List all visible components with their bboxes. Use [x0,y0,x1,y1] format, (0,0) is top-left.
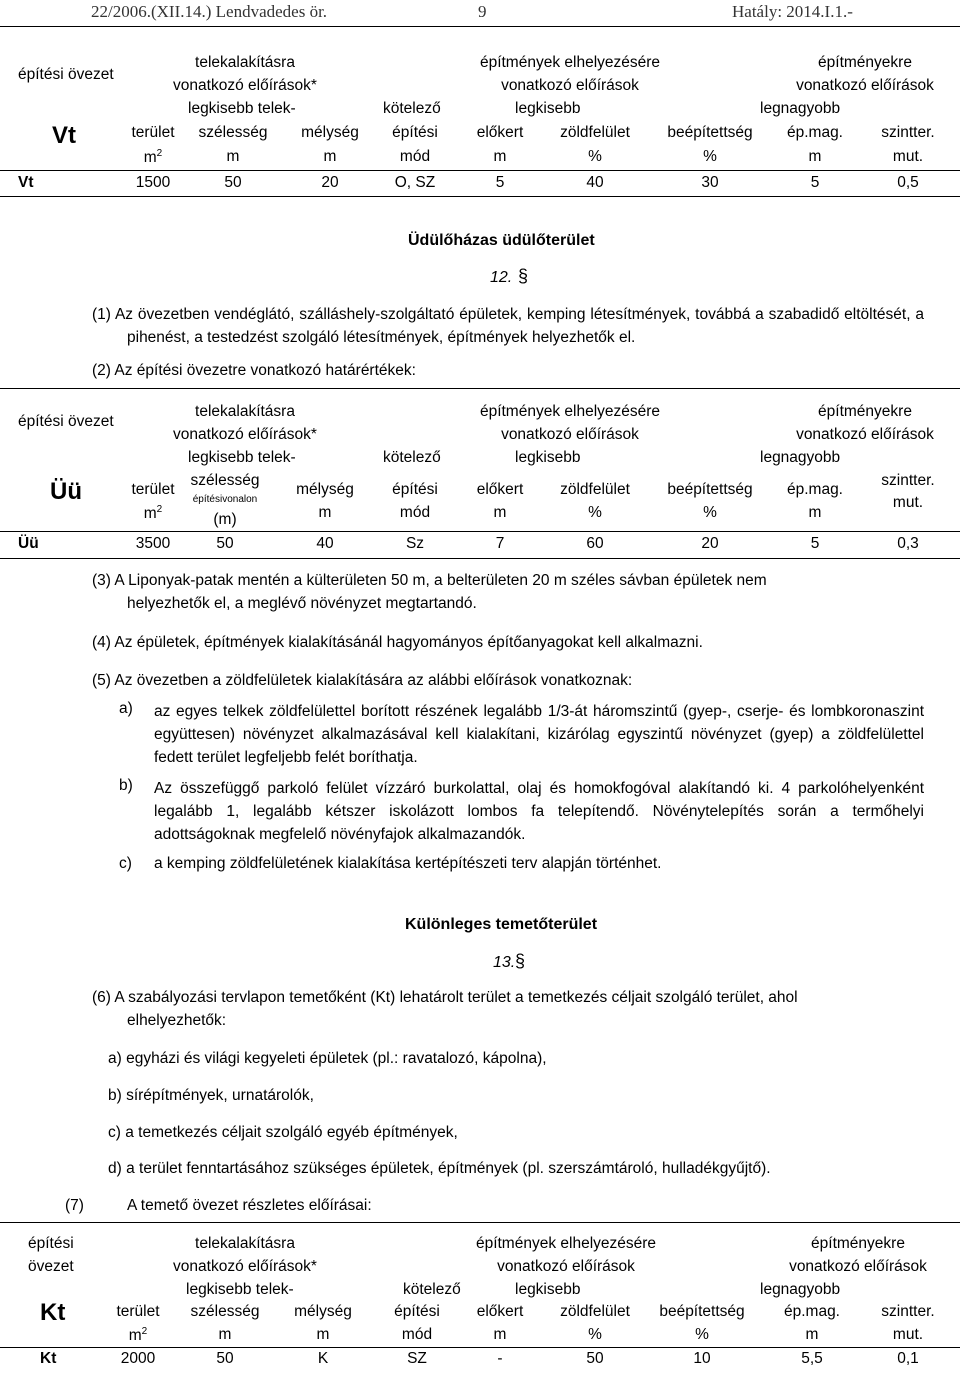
cell: O, SZ [394,174,436,191]
hdr-legkisebb-telek: legkisebb telek- [188,100,296,117]
col-szintter: szintter. [881,124,935,141]
paragraph-2: (2) Az építési övezetre vonatkozó határértékek: [92,362,416,379]
col-szelesseg: szélesség [198,124,268,141]
paragraph-5: (5) Az övezetben a zöldfelületek kialakítására az alábbi előírások vonatkoznak: [92,672,633,689]
cell: 7 [495,535,505,552]
elh-head: építmények elhelyezésére [479,54,661,71]
hdr-legkisebb: legkisebb [515,1281,581,1298]
col-szelesseg-unit: (m) [213,511,237,528]
telek-head-2: vonatkozó előírások* [173,77,317,94]
col-terulet: terület [131,124,175,141]
elh-head: építmények elhelyezésére [479,403,661,420]
section-sign: § [515,951,526,971]
elh-head: építmények elhelyezésére [475,1235,657,1252]
cell: 20 [321,174,339,191]
ep-head-2: vonatkozó előírások [796,426,934,443]
col-epmag: ép.mag. [783,1303,840,1320]
list-label-a: a) [119,700,133,717]
list-item-c: c) a temetkezés céljait szolgáló egyéb építmények, [108,1124,458,1141]
cell: 10 [693,1350,711,1367]
col-szelesseg: szélesség [190,1303,260,1320]
ep-head: építményekre [811,1235,905,1252]
col-terulet-unit: $m^2$ [143,148,163,167]
cell: Üü [18,535,39,552]
ep-head-2: vonatkozó előírások [789,1258,927,1275]
section-title: Üdülőházas üdülőterület [408,232,595,249]
paragraph-6a: (6) A szabályozási tervlapon temetőként (Kt) lehatárolt terület a temetkezés céljait szolgáló terület, ahol [92,989,798,1006]
hdr-legkisebb-telek: legkisebb telek- [186,1281,294,1298]
col-melyseg: mélység [296,481,354,498]
telek-head-2: vonatkozó előírások* [173,1258,317,1275]
col-elokert: előkert [476,124,524,141]
cell: 50 [216,535,234,552]
col-epmag-unit: m [808,148,822,165]
elh-head-2: vonatkozó előírások [501,426,639,443]
hdr-legkisebb-telek: legkisebb telek- [188,449,296,466]
cell: 40 [586,174,604,191]
col-szelesseg: szélesség [190,472,260,489]
list-item-a: az egyes telkek zöldfelülettel borított részének legalább 1/3-át háromszintű (gyep-, cserje- és lombkoronaszint együttesen) növényzet alkalmazásával kell kialakítani, kizárólag egyszintű növényzet (gyep) a zöldfelülettel fedett terület legfeljebb felét boríthatja. [154,703,924,766]
cell: - [497,1350,503,1367]
paragraph-text: (1) Az övezetben vendéglátó, szálláshely-szolgáltató épületek, kemping létesítmények, továbbá a szabadidő eltöltését, a pihenést, a testedzést szolgáló létesítmények, építmények helyezhetők el. [92,306,924,346]
col-szelesseg-sub: építésivonalon [192,494,258,505]
zone-label-2: övezet [28,1258,74,1275]
col-beep: beépítettség [659,1303,745,1320]
col-epmag-unit: m [805,1326,819,1343]
col-szintter: szintter. [881,472,935,489]
paragraph-3b: helyezhetők el, a meglévő növényzet megtartandó. [127,595,477,612]
elh-head-2: vonatkozó előírások [501,77,639,94]
ep-head-2: vonatkozó előírások [796,77,934,94]
col-szintter: szintter. [881,1303,935,1320]
col-melyseg-unit: m [323,148,337,165]
col-terulet-unit: $m^2$ [143,504,163,523]
header-right: Hatály: 2014.I.1.- [732,2,853,21]
col-zold: zöldfelület [560,124,630,141]
col-melyseg: mélység [301,124,359,141]
zone-label: építési [28,1235,74,1252]
list-item-b: b) sírépítmények, urnatárolók, [108,1087,314,1104]
section-number: 12. [490,269,513,286]
hdr-legnagyobb: legnagyobb [760,100,841,117]
col-epitesi: építési [392,481,438,498]
hdr-legkisebb: legkisebb [515,449,581,466]
section-title: Különleges temetőterület [405,916,598,933]
paragraph-7: A temető övezet részletes előírásai: [127,1197,372,1214]
col-elokert: előkert [476,481,524,498]
cell: 50 [586,1350,604,1367]
cell: K [317,1350,329,1367]
col-szelesseg-unit: m [218,1326,232,1343]
col-beep-unit: % [695,1326,709,1343]
paragraph-4: (4) Az épületek, építmények kialakításánál hagyományos építőanyagokat kell alkalmazni. [92,634,703,651]
col-szintter-unit: mut. [892,148,924,165]
col-elokert: előkert [476,1303,524,1320]
cell: 2000 [120,1350,156,1367]
cell: 5,5 [801,1350,823,1367]
paragraph-7-num: (7) [65,1197,84,1214]
col-zold: zöldfelület [560,1303,630,1320]
elh-head-2: vonatkozó előírások [497,1258,635,1275]
ep-head: építményekre [818,54,912,71]
cell: 20 [701,535,719,552]
paragraph-3a: (3) A Liponyak-patak mentén a külterületen 50 m, a belterületen 20 m széles sávban épületek nem [92,572,767,589]
telek-head-2: vonatkozó előírások* [173,426,317,443]
col-epmag: ép.mag. [786,124,843,141]
col-beep: beépítettség [667,124,753,141]
col-terulet: terület [131,481,175,498]
cell: Kt [40,1350,57,1367]
zone-code: Kt [40,1299,66,1326]
list-item-c: a kemping zöldfelületének kialakítása kertépítészeti terv alapján történhet. [154,855,662,872]
col-zold-unit: % [588,1326,602,1343]
cell: 0,5 [897,174,919,191]
list-item-b: Az összefüggő parkoló felület vízzáró burkolattal, olaj és homokfogóval alakítandó ki. 4 parkolóhelyenként legalább 1, legalább kétszer iskolázott lombos fa telepítendő. Növénytelepítés során a termőhelyi adottságoknak megfelelő növényfajok alkalmazandók. [154,780,924,843]
col-terulet-unit: $m^2$ [128,1326,148,1345]
cell: Sz [405,535,425,552]
cell: 0,1 [897,1350,919,1367]
zone-label: építési övezet [18,413,114,430]
cell: 5 [810,174,820,191]
cell: 50 [216,1350,234,1367]
zone-code: Üü [50,478,82,505]
col-epitesi: építési [392,124,438,141]
section-number: 13. [493,954,516,971]
page-header [0,2,960,22]
cell: 1500 [135,174,171,191]
col-melyseg-unit: m [318,504,332,521]
cell: SZ [407,1350,427,1367]
cell: 50 [224,174,242,191]
col-zold-unit: % [588,504,602,521]
col-beep: beépítettség [667,481,753,498]
page-number: 9 [478,2,487,21]
hdr-kotelezo: kötelező [383,100,441,117]
col-szintter-unit: mut. [892,1326,924,1343]
cell: 0,3 [897,535,919,552]
hdr-kotelezo: kötelező [383,449,441,466]
paragraph-1 [92,303,924,349]
col-szintter-unit: mut. [892,494,924,511]
list-label-b: b) [119,777,133,794]
col-epitesi-unit: mód [401,1326,433,1343]
hdr-legnagyobb: legnagyobb [760,1281,841,1298]
telek-head: telekalakításra [195,403,295,420]
telek-head: telekalakításra [195,54,295,71]
list-item-a: a) egyházi és világi kegyeleti épületek (pl.: ravatalozó, kápolna), [108,1050,547,1067]
cell: 5 [495,174,505,191]
col-melyseg-unit: m [316,1326,330,1343]
col-beep-unit: % [703,148,717,165]
zone-code: Vt [52,122,76,149]
col-melyseg: mélység [294,1303,352,1320]
telek-head: telekalakításra [195,1235,295,1252]
hdr-kotelezo: kötelező [403,1281,461,1298]
cell: 3500 [135,535,171,552]
hdr-legkisebb: legkisebb [515,100,581,117]
cell: Vt [18,174,34,191]
header-left: 22/2006.(XII.14.) Lendvadedes ör. [91,2,328,21]
col-elokert-unit: m [493,504,507,521]
col-epmag: ép.mag. [786,481,843,498]
col-epitesi: építési [394,1303,440,1320]
col-beep-unit: % [703,504,717,521]
hdr-legnagyobb: legnagyobb [760,449,841,466]
col-elokert-unit: m [493,1326,507,1343]
ep-head: építményekre [818,403,912,420]
cell: 40 [316,535,334,552]
col-epitesi-unit: mód [399,148,431,165]
cell: 60 [586,535,604,552]
list-label-c: c) [119,855,132,872]
col-zold: zöldfelület [560,481,630,498]
col-terulet: terület [116,1303,160,1320]
cell: 30 [701,174,719,191]
col-elokert-unit: m [493,148,507,165]
col-zold-unit: % [588,148,602,165]
col-epmag-unit: m [808,504,822,521]
paragraph-6b: elhelyezhetők: [127,1012,227,1029]
col-szelesseg-unit: m [226,148,240,165]
zone-label: építési övezet [18,66,114,83]
list-item-d: d) a terület fenntartásához szükséges épületek, építmények (pl. szerszámtároló, hulladékgyűjtő). [108,1160,771,1177]
section-sign: § [518,266,529,286]
cell: 5 [810,535,820,552]
col-epitesi-unit: mód [399,504,431,521]
